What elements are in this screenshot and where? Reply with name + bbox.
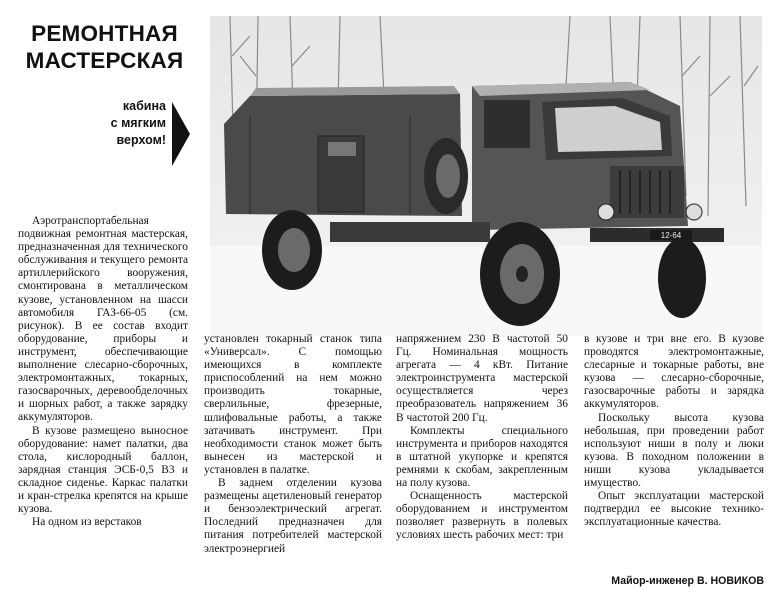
caption-line-1: кабина xyxy=(122,99,166,113)
paragraph: Оснащенность мастерской оборудованием и инструментом позволяет развернуть в полевых условиях шесть рабочих мест: три xyxy=(396,490,568,542)
article-column-3 xyxy=(396,333,568,543)
article-title xyxy=(12,20,197,74)
truck-body xyxy=(224,86,462,216)
paragraph: В кузове размещено выносное оборудование: намет палатки, два стола, кислородный баллон, зарядная станция ЭСБ-0,5 В3 и складное сиденье. Каркас палатки и кран-стрелка крепятся на крыше кузова. xyxy=(18,424,188,516)
photo-caption xyxy=(92,98,166,149)
paragraph: Комплекты специального инструмента и приборов находятся в штатной укупорке и крепятся ремнями к скобам, закрепленным на полу кузова. xyxy=(396,424,568,490)
title-line-2: МАСТЕРСКАЯ xyxy=(25,48,184,73)
author-signature: Майор-инженер В. НОВИКОВ xyxy=(611,575,764,587)
caption-line-3: верхом! xyxy=(116,133,166,147)
title-line-1: РЕМОНТНАЯ xyxy=(31,21,178,46)
paragraph: Аэротранспортабельная подвижная ремонтная мастерская, предназначенная для технического обслуживания и текущего ремонта артиллерийского вооружения, смонтирована в металлическом кузове, установленном на шасси автомобиля ГАЗ-66-05 (см. рисунок). В ее состав входит оборудование, приборы и инструмент, обеспечивающие выполнение слесарно-сборочных, электромонтажных, токарных, газосварочных, деревообделочных и шорных работ, а также зарядку аккумуляторов. xyxy=(18,215,188,424)
truck-cab xyxy=(472,82,702,230)
paragraph: установлен токарный станок типа «Универсал». С помощью имеющихся в комплекте приспособлений на нем можно производить токарные, сверлильные, фрезерные, шлифовальные работы, а также затачивать инструмент. При необходимости станок может быть вынесен из мастерской и установлен в палатке. xyxy=(204,333,382,476)
paragraph: Поскольку высота кузова небольшая, при проведении работ используют ниши в полу и люки кузова. В походном положении в ниши кузова укладывается имущество. xyxy=(584,411,764,490)
caption-line-2: с мягким xyxy=(110,116,166,130)
paragraph: Опыт эксплуатации мастерской подтвердил ее высокие технико-эксплуатационные качества. xyxy=(584,490,764,529)
truck-photo xyxy=(210,16,762,336)
plate-text: 12-64 xyxy=(660,231,682,240)
paragraph: В заднем отделении кузова размещены ацетиленовый генератор и бензоэлектрический агрегат. Последний предназначен для питания потребителей мастерской электроэнергией xyxy=(204,477,382,555)
paragraph: напряжением 230 В частотой 50 Гц. Номинальная мощность агрегата — 4 кВт. Питание электроинструмента мастерской осуществляется через преобразователь напряжением 36 В частотой 200 Гц. xyxy=(396,333,568,424)
pointer-arrow-icon xyxy=(172,102,190,166)
paragraph: На одном из верстаков xyxy=(32,516,142,529)
article-column-4 xyxy=(584,333,764,529)
article-column-1 xyxy=(18,215,188,529)
article-column-2 xyxy=(204,333,382,556)
paragraph: в кузове и три вне его. В кузове проводятся электромонтажные, слесарные и токарные работы, вне кузова — слесарно-сборочные, газосварочные работы и зарядка аккумуляторов. xyxy=(584,333,764,411)
